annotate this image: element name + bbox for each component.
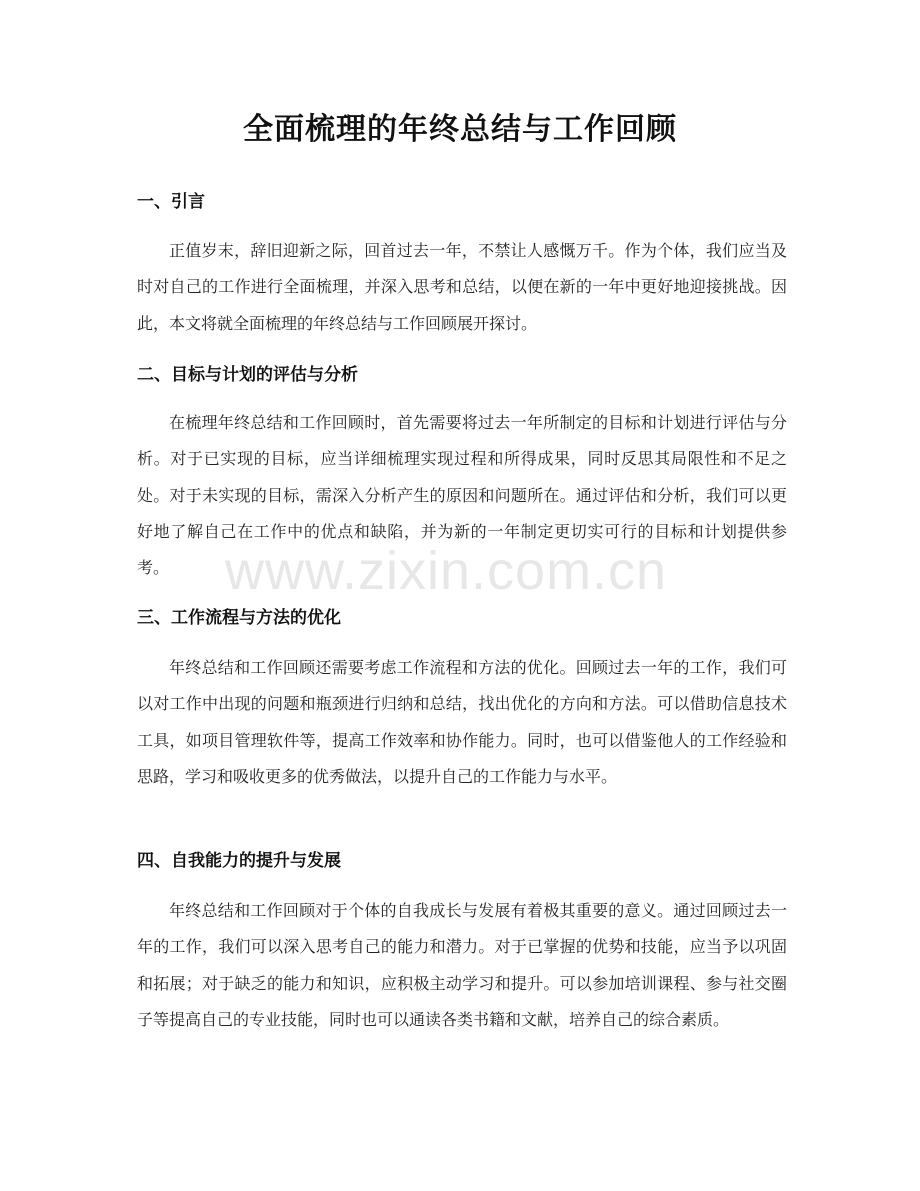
section-heading-goals: 二、目标与计划的评估与分析 (137, 365, 358, 385)
document-title: 全面梳理的年终总结与工作回顾 (243, 112, 677, 147)
section-paragraph-intro: 正值岁末，辞旧迎新之际，回首过去一年，不禁让人感慨万千。作为个体，我们应当及时对自己的工作进行全面梳理，并深入思考和总结，以便在新的一年中更好地迎接挑战。因此，本文将就全面梳理的年终总结与工作回顾展开探讨。 (137, 241, 787, 333)
section-heading-growth: 四、自我能力的提升与发展 (137, 851, 341, 871)
watermark-text: www.zixin.com.cn (225, 541, 668, 601)
section-paragraph-workflow: 年终总结和工作回顾还需要考虑工作流程和方法的优化。回顾过去一年的工作，我们可以对工作中出现的问题和瓶颈进行归纳和总结，找出优化的方向和方法。可以借助信息技术工具，如项目管理软件等，提高工作效率和协作能力。同时，也可以借鉴他人的工作经验和思路，学习和吸收更多的优秀做法，以提升自己的工作能力与水平。 (137, 658, 787, 786)
section-paragraph-growth: 年终总结和工作回顾对于个体的自我成长与发展有着极其重要的意义。通过回顾过去一年的工作，我们可以深入思考自己的能力和潜力。对于已掌握的优势和技能，应当予以巩固和拓展；对于缺乏的能力和知识，应积极主动学习和提升。可以参加培训课程、参与社交圈子等提高自己的专业技能，同时也可以通读各类书籍和文献，培养自己的综合素质。 (137, 901, 787, 1029)
section-heading-workflow: 三、工作流程与方法的优化 (137, 608, 341, 628)
section-heading-intro: 一、引言 (137, 192, 205, 212)
section-paragraph-goals: 在梳理年终总结和工作回顾时，首先需要将过去一年所制定的目标和计划进行评估与分析。对于已实现的目标，应当详细梳理实现过程和所得成果，同时反思其局限性和不足之处。对于未实现的目标，需深入分析产生的原因和问题所在。通过评估和分析，我们可以更好地了解自己在工作中的优点和缺陷，并为新的一年制定更切实可行的目标和计划提供参考。 (137, 413, 787, 578)
